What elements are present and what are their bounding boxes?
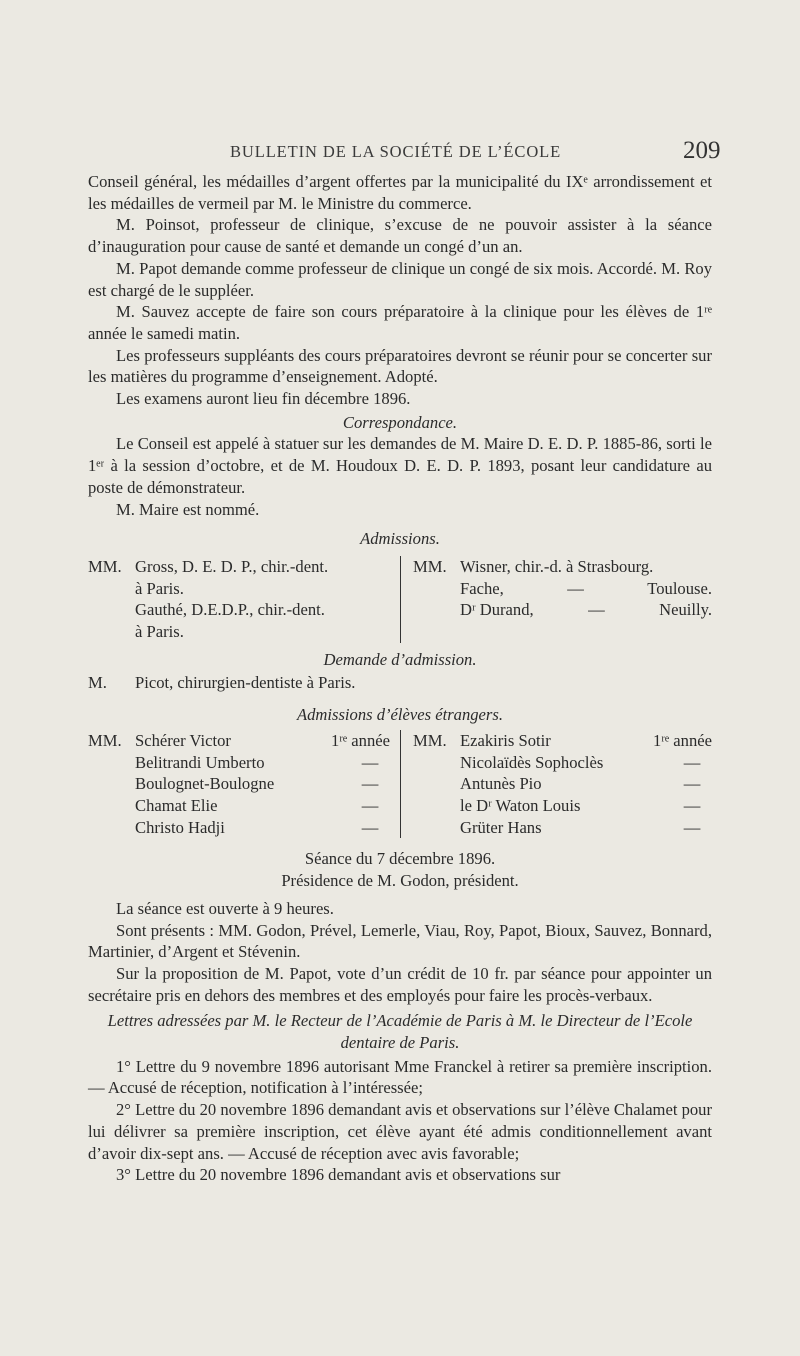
mm-prefix: MM. [413,556,447,576]
student-year: — [361,752,379,772]
running-header [0,136,800,166]
admission-entry: à Paris. [135,622,184,642]
admission-entry: Gauthé, D.E.D.P., chir.-dent. [135,600,325,620]
paragraph: Le Conseil est appelé à statuer sur les demandes de M. Maire D. E. D. P. 1885-86, sorti le 1ᵉʳ à la session d’octobre, et de M. Houdoux D. E. D. P. 1893, posant leur candidature au poste de démonstrateur. [88,434,712,497]
admission-place: Toulouse. [647,578,712,598]
paragraph: Conseil général, les médailles d’argent offertes par la municipalité du IXᵉ arrondissement et les médailles de vermeil par M. le Ministre du commerce. [88,172,712,213]
student-year: 1ʳᵉ année [653,730,712,750]
seance-title: Séance du 7 décembre 1896. [304,849,496,869]
student-year: — [361,817,379,837]
student-name: Schérer Victor [135,730,231,750]
paragraph: Sont présents : MM. Godon, Prével, Lemerle, Viau, Roy, Papot, Bioux, Sauvez, Bonnard, Martinier, d’Argent et Stévenin. [88,920,712,962]
seance-presidence: Présidence de M. Godon, président. [281,871,519,891]
paragraph: M. Poinsot, professeur de clinique, s’excuse de ne pouvoir assister à la séance d’inauguration pour cause de santé et demande un congé d’un an. [88,215,712,257]
m-prefix: M. [88,673,107,693]
page-body [88,171,712,1186]
section-heading-demande: Demande d’admission. [323,649,477,669]
student-year: — [683,774,701,794]
paragraph: Les examens auront lieu fin décembre 1896. [116,389,411,409]
paragraph: M. Papot demande comme professeur de clinique un congé de six mois. Accordé. M. Roy est chargé de le suppléer. [88,258,712,300]
student-year: — [361,795,379,815]
page-number: 209 [683,137,721,164]
paragraph: Sur la proposition de M. Papot, vote d’un crédit de 10 fr. par séance pour appointer un secrétaire pris en dehors des membres et des employés pour faire les procès-verbaux. [88,963,712,1005]
admission-entry: Wisner, chir.-d. à Strasbourg. [460,556,654,576]
etrangers-table [88,730,712,839]
mm-prefix: MM. [88,556,122,576]
demande-entry [88,672,712,694]
student-name: Antunès Pio [460,774,542,794]
student-name: Chamat Elie [135,795,218,815]
admission-place: Neuilly. [659,600,712,620]
student-name: Belitrandi Umberto [135,752,265,772]
student-name: Nicolaïdès Sophoclès [460,752,604,772]
student-name: Christo Hadji [135,817,225,837]
section-heading-etrangers: Admissions d’élèves étrangers. [296,705,503,725]
paragraph: M. Sauvez accepte de faire son cours préparatoire à la clinique pour les élèves de 1ʳᵉ année le samedi matin. [88,302,712,343]
student-name: le Dʳ Waton Louis [460,795,581,815]
section-heading-admissions: Admissions. [360,529,440,549]
paragraph: M. Maire est nommé. [116,499,260,519]
admission-entry: Dʳ Durand, [460,600,534,620]
section-heading-correspondance: Correspondance. [342,412,458,432]
admission-dash: — [588,600,605,620]
student-year: — [683,795,701,815]
admissions-left-column [88,556,401,643]
admissions-table [88,556,712,643]
student-year: — [361,774,379,794]
student-name: Ezakiris Sotir [460,730,551,750]
admission-entry: Fache, [460,578,504,598]
running-title: BULLETIN DE LA SOCIÉTÉ DE L’ÉCOLE [230,142,562,161]
student-name: Grüter Hans [460,817,542,837]
paragraph: 2° Lettre du 20 novembre 1896 demandant avis et observations sur l’élève Chalamet pour lui délivrer sa première inscription, cet élève ayant été admis conditionnellement avant d’avoir dix-sept ans. — Accusé de réception avec avis favorable; [88,1100,713,1163]
etrangers-right-column [401,730,712,839]
admission-entry: Gross, D. E. D. P., chir.-dent. [135,556,329,576]
paragraph: 1° Lettre du 9 novembre 1896 autorisant Mme Franckel à retirer sa première inscription. — Accusé de réception, notification à l’intéressée; [88,1056,712,1098]
mm-prefix: MM. [88,730,122,750]
etrangers-left-column [88,730,401,839]
admission-dash: — [567,578,584,598]
admission-entry: à Paris. [135,578,184,598]
paragraph: Les professeurs suppléants des cours préparatoires devront se réunir pour se concerter sur les matières du programme d’enseignement. Adopté. [88,345,712,387]
student-year: — [683,752,701,772]
student-year: 1ʳᵉ année [331,730,390,750]
mm-prefix: MM. [413,730,447,750]
student-name: Boulognet-Boulogne [135,774,275,794]
student-year: — [683,817,701,837]
demande-text: Picot, chirurgien-dentiste à Paris. [135,673,356,693]
paragraph: La séance est ouverte à 9 heures. [116,898,334,918]
paragraph: 3° Lettre du 20 novembre 1896 demandant avis et observations sur [116,1165,561,1185]
admissions-right-column [401,556,712,643]
section-heading-lettres: Lettres adressées par M. le Recteur de l’Académie de Paris à M. le Directeur de l’Ecole dentaire de Paris. [107,1011,693,1053]
